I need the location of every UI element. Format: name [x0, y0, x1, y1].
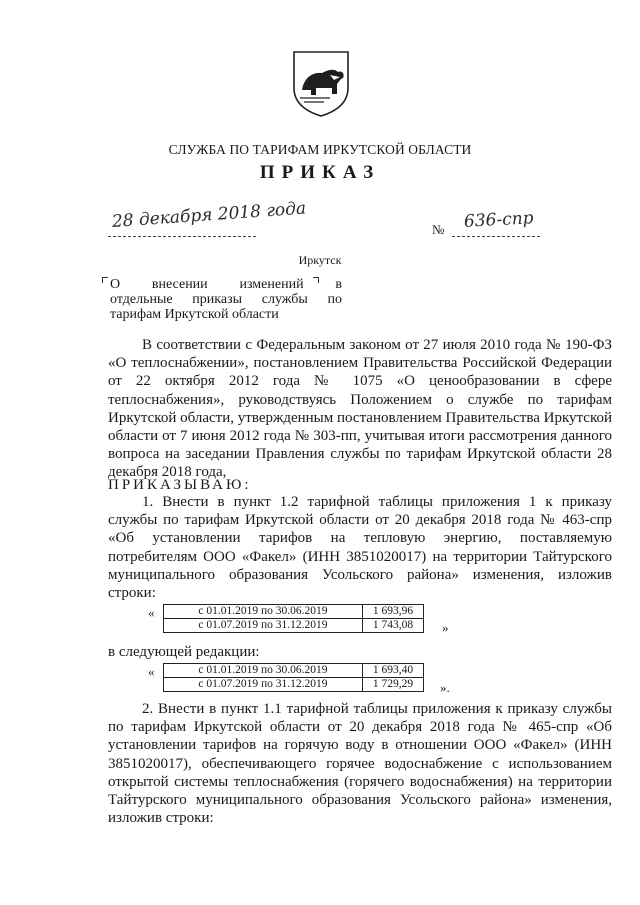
value-cell: 1 729,29: [363, 678, 424, 692]
period-cell: с 01.07.2019 по 31.12.2019: [164, 678, 363, 692]
number-underline: [452, 236, 540, 237]
document-type-title: ПРИКАЗ: [259, 162, 381, 183]
intro-paragraph: В соответствии с Федеральным законом от 27 июля 2010 года № 190-ФЗ «О теплоснабжении», постановлением Правительства Российской Федерации от 22 октября 2012 года № 1075 «О ценообразовании в сфере теплоснабжения», руководствуясь Положением о службе по тарифам Иркутской области, утвержденным постановлением Правительства Иркутской области от 7 июня 2012 года № 303-пп, учитывая итоги рассмотрения данного вопроса на заседании Правления службы по тарифам Иркутской области 28 декабря 2018 года,: [108, 337, 612, 481]
document-subject: [110, 277, 342, 322]
period-cell: с 01.07.2019 по 31.12.2019: [164, 619, 363, 633]
table-new-open-quote: «: [148, 664, 155, 679]
item-2-paragraph: 2. Внести в пункт 1.1 тарифной таблицы приложения к приказу службы по тарифам Иркутской области от 20 декабря 2018 года № 465-спр «Об установлении тарифов на горячую воду в отношении ООО «Факел» (ИНН 3851020017), обеспечивающего горячее водоснабжение с использованием открытой системы теплоснабжения (горячего водоснабжения) на территории Тайтурского муниципального образования Усольского района» изменения, изложив строки:: [108, 701, 612, 827]
tariff-table-new: [163, 663, 424, 692]
number-label: №: [432, 222, 445, 237]
period-cell: с 01.01.2019 по 30.06.2019: [164, 605, 363, 619]
table-old-open-quote: «: [148, 605, 155, 620]
date-underline: [108, 236, 256, 237]
table-row: [164, 619, 424, 633]
coat-of-arms-emblem: [290, 48, 352, 118]
table-row: [164, 664, 424, 678]
handwritten-order-number: 636-спр: [463, 208, 535, 232]
subject-bracket-left: [102, 277, 108, 283]
handwritten-date: 28 декабря 2018 года: [111, 198, 307, 232]
organization-name: СЛУЖБА ПО ТАРИФАМ ИРКУТСКОЙ ОБЛАСТИ: [168, 142, 472, 157]
subject-line: отдельные приказы службы по: [110, 292, 342, 307]
order-word: ПРИКАЗЫВАЮ:: [108, 477, 252, 493]
new-edition-text: в следующей редакции:: [108, 644, 260, 660]
table-new-close-quote: ».: [440, 680, 450, 695]
value-cell: 1 693,40: [363, 664, 424, 678]
tariff-table-old: [163, 604, 424, 633]
table-row: [164, 605, 424, 619]
city-name: Иркутск: [298, 253, 342, 267]
subject-line: тарифам Иркутской области: [110, 307, 279, 322]
value-cell: 1 743,08: [363, 619, 424, 633]
table-old-close-quote: »: [442, 620, 449, 635]
period-cell: с 01.01.2019 по 30.06.2019: [164, 664, 363, 678]
table-row: [164, 678, 424, 692]
value-cell: 1 693,96: [363, 605, 424, 619]
subject-line: О внесении изменений в: [110, 277, 342, 292]
item-1-paragraph: 1. Внести в пункт 1.2 тарифной таблицы приложения 1 к приказу службы по тарифам Иркутской области от 20 декабря 2018 года № 463-спр «Об установлении тарифов на тепловую энергию, поставляемую потребителям ООО «Факел» (ИНН 3851020017) на территории Тайтурского муниципального образования Усольского района» изменения, изложив строки:: [108, 494, 612, 602]
